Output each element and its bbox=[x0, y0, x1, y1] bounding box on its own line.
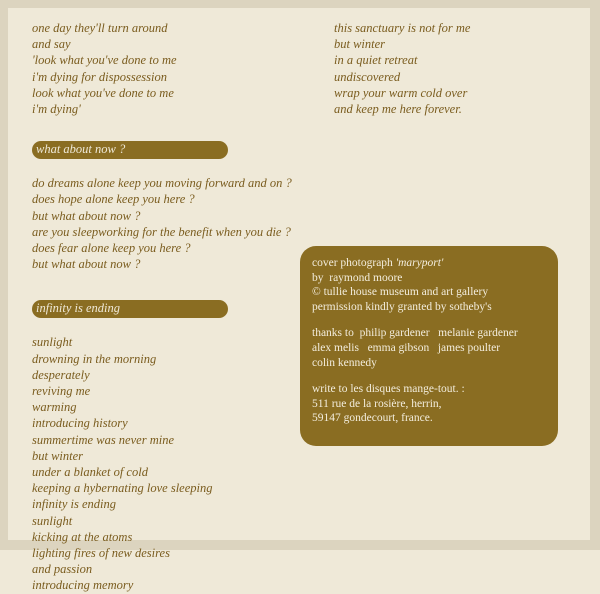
section-header-infinity-is-ending bbox=[32, 300, 228, 318]
lyric-line: do dreams alone keep you moving forward and on ? bbox=[32, 176, 292, 191]
lyric-line: and keep me here forever. bbox=[334, 102, 462, 117]
lyric-line: this sanctuary is not for me bbox=[334, 21, 471, 35]
section-title: infinity is ending bbox=[36, 301, 121, 316]
verse-top-left bbox=[32, 20, 312, 117]
lyric-line: but winter bbox=[334, 37, 386, 52]
lyric-line: lighting fires of new desires bbox=[32, 546, 170, 561]
lyric-line: summertime was never mine bbox=[32, 432, 174, 447]
lyric-line: sunlight bbox=[32, 335, 73, 350]
verse-top-right bbox=[334, 20, 584, 117]
lyric-line: sunlight bbox=[32, 513, 73, 528]
thanks-line: thanks to philip gardener melanie gardener bbox=[312, 327, 518, 340]
lyric-line: wrap your warm cold over bbox=[334, 85, 468, 100]
lyric-line: warming bbox=[32, 400, 77, 415]
lyric-line: does fear alone keep you here ? bbox=[32, 241, 191, 256]
lyric-line: desperately bbox=[32, 367, 90, 382]
photographer-credit: by raymond moore bbox=[312, 271, 403, 284]
thanks-line: colin kennedy bbox=[312, 356, 377, 369]
page-border-left bbox=[0, 0, 8, 550]
lyric-line: but what about now ? bbox=[32, 257, 141, 272]
lyric-line: introducing history bbox=[32, 416, 128, 431]
lyric-line: but winter bbox=[32, 448, 84, 463]
section-header-what-about-now bbox=[32, 141, 228, 159]
page-border-right bbox=[590, 0, 600, 550]
lyric-line: are you sleepworking for the benefit when you die ? bbox=[32, 224, 291, 239]
thanks-line: alex melis emma gibson james poulter bbox=[312, 341, 501, 354]
credits-box bbox=[300, 246, 558, 446]
lyric-line: keeping a hybernating love sleeping bbox=[32, 481, 213, 496]
lyric-line: undiscovered bbox=[334, 69, 401, 84]
address-line: 59147 gondecourt, france. bbox=[312, 412, 433, 425]
lyric-line: look what you've done to me bbox=[32, 85, 174, 100]
lyric-line: but what about now ? bbox=[32, 208, 141, 223]
lyric-line: under a blanket of cold bbox=[32, 465, 148, 480]
cover-photograph-credit bbox=[312, 256, 546, 271]
lyric-line: drowning in the morning bbox=[32, 351, 157, 366]
left-column bbox=[32, 20, 312, 594]
right-column bbox=[334, 20, 584, 117]
lyric-line: one day they'll turn around bbox=[32, 21, 168, 35]
lyric-line: and say bbox=[32, 37, 71, 52]
cover-photograph-title: 'maryport' bbox=[395, 257, 444, 269]
lyric-line: kicking at the atoms bbox=[32, 529, 133, 544]
section-1-lyrics bbox=[32, 175, 312, 272]
address-line: write to les disques mange-tout. : bbox=[312, 383, 465, 396]
cover-photograph-prefix: cover photograph bbox=[312, 257, 396, 269]
lyric-line: introducing memory bbox=[32, 578, 134, 593]
lyric-line: reviving me bbox=[32, 384, 91, 399]
section-2-lyrics bbox=[32, 334, 312, 593]
lyric-line: does hope alone keep you here ? bbox=[32, 192, 195, 207]
lyric-line: 'look what you've done to me bbox=[32, 53, 177, 68]
section-title: what about now ? bbox=[36, 142, 126, 157]
lyric-line: infinity is ending bbox=[32, 497, 117, 512]
lyric-line: in a quiet retreat bbox=[334, 53, 418, 68]
lyric-line: and passion bbox=[32, 562, 93, 577]
lyric-line: i'm dying for dispossession bbox=[32, 69, 167, 84]
permission-credit: permission kindly granted by sotheby's bbox=[312, 300, 492, 313]
address-line: 511 rue de la rosière, herrin, bbox=[312, 397, 442, 410]
lyric-line: i'm dying' bbox=[32, 102, 81, 117]
page-border-top bbox=[0, 0, 600, 8]
museum-credit: © tullie house museum and art gallery bbox=[312, 286, 489, 299]
